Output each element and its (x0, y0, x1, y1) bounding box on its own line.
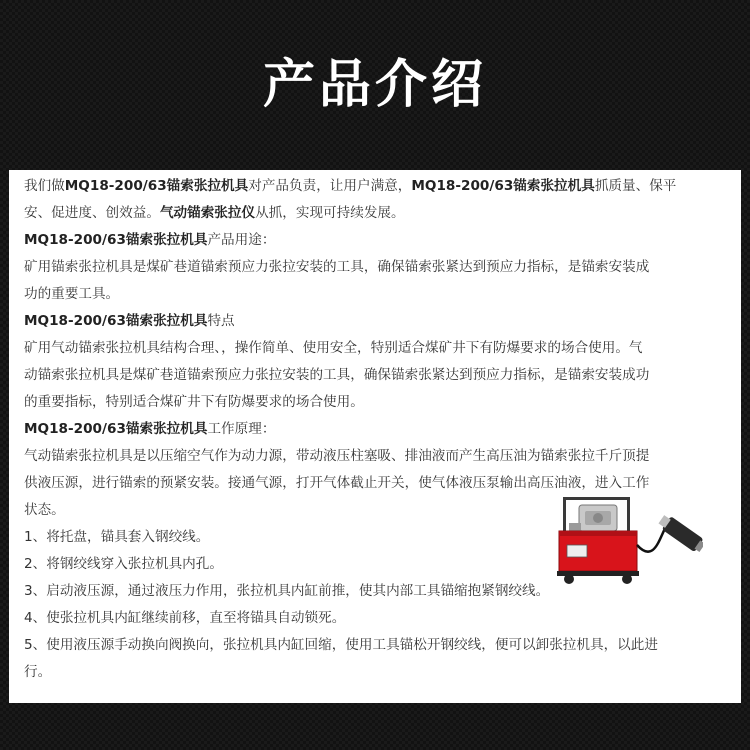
features-heading (24, 308, 733, 335)
intro-text: 安、促进度、创效益。 (24, 205, 160, 221)
usage-line-1: 矿用锚索张拉机具是煤矿巷道锚索预应力张拉安装的工具，确保锚索张紧达到预应力指标，是锚索安装成 (24, 259, 650, 275)
intro-text: 从抓，实现可持续发展。 (255, 205, 405, 221)
principle-line-1: 气动锚索张拉机具是以压缩空气作为动力源，带动液压柱塞吸、排油液而产生高压油为锚索张拉千斤顶提 (24, 448, 650, 464)
step-3: 3、启动液压源，通过液压力作用，张拉机具内缸前推，使其内部工具锚缩抱紧钢绞线。 (24, 583, 550, 599)
product-name-bold: MQ18-200/63锚索张拉机具 (24, 232, 208, 248)
page-title: 产品介绍 (262, 55, 487, 115)
principle-line-2: 供液压源，进行锚索的预紧安装。接通气源，打开气体截止开关，使气体液压泵输出高压油液，进入工作 (24, 475, 650, 491)
product-name-bold: MQ18-200/63锚索张拉机具 (411, 178, 595, 194)
product-name-bold: MQ18-200/63锚索张拉机具 (64, 178, 249, 194)
features-line-3: 的重要指标，特别适合煤矿井下有防爆要求的场合使用。 (24, 394, 364, 410)
product-intro-panel (9, 170, 741, 703)
usage-heading (24, 227, 733, 254)
intro-text: 对产品负责，让用户满意， (248, 178, 412, 194)
step-5-line-2: 行。 (24, 664, 52, 680)
principle-heading (24, 416, 733, 443)
step-2: 2、将钢绞线穿入张拉机具内孔。 (24, 556, 223, 572)
step-4: 4、使张拉机具内缸继续前移，直至将锚具自动锁死。 (24, 610, 346, 626)
features-line-2: 动锚索张拉机具是煤矿巷道锚索预应力张拉安装的工具，确保锚索张紧达到预应力指标，是锚索安装成功 (24, 367, 650, 383)
product-name-bold: MQ18-200/63锚索张拉机具 (24, 313, 208, 329)
intro-text: 抓质量、保平 (594, 178, 677, 194)
hydraulic-pump-image (555, 495, 703, 591)
product-name-bold: 气动锚索张拉仪 (159, 205, 256, 221)
step-5-line-1: 5、使用液压源手动换向阀换向，张拉机具内缸回缩，使用工具锚松开钢绞线，便可以卸张拉机具，以此进 (24, 637, 658, 653)
heading-suffix: 特点 (207, 313, 235, 329)
intro-text: 我们做 (24, 178, 65, 194)
intro-line-2 (24, 200, 733, 227)
heading-suffix: 工作原理： (207, 421, 276, 437)
intro-line-1 (24, 173, 733, 200)
principle-line-3: 状态。 (24, 502, 65, 518)
usage-line-2: 功的重要工具。 (24, 286, 120, 302)
product-name-bold: MQ18-200/63锚索张拉机具 (24, 421, 208, 437)
step-1: 1、将托盘，锚具套入钢绞线。 (24, 529, 210, 545)
features-line-1: 矿用气动锚索张拉机具结构合理、，操作简单、使用安全，特别适合煤矿井下有防爆要求的场合使用。气 (24, 340, 643, 356)
heading-suffix: 产品用途： (207, 232, 276, 248)
